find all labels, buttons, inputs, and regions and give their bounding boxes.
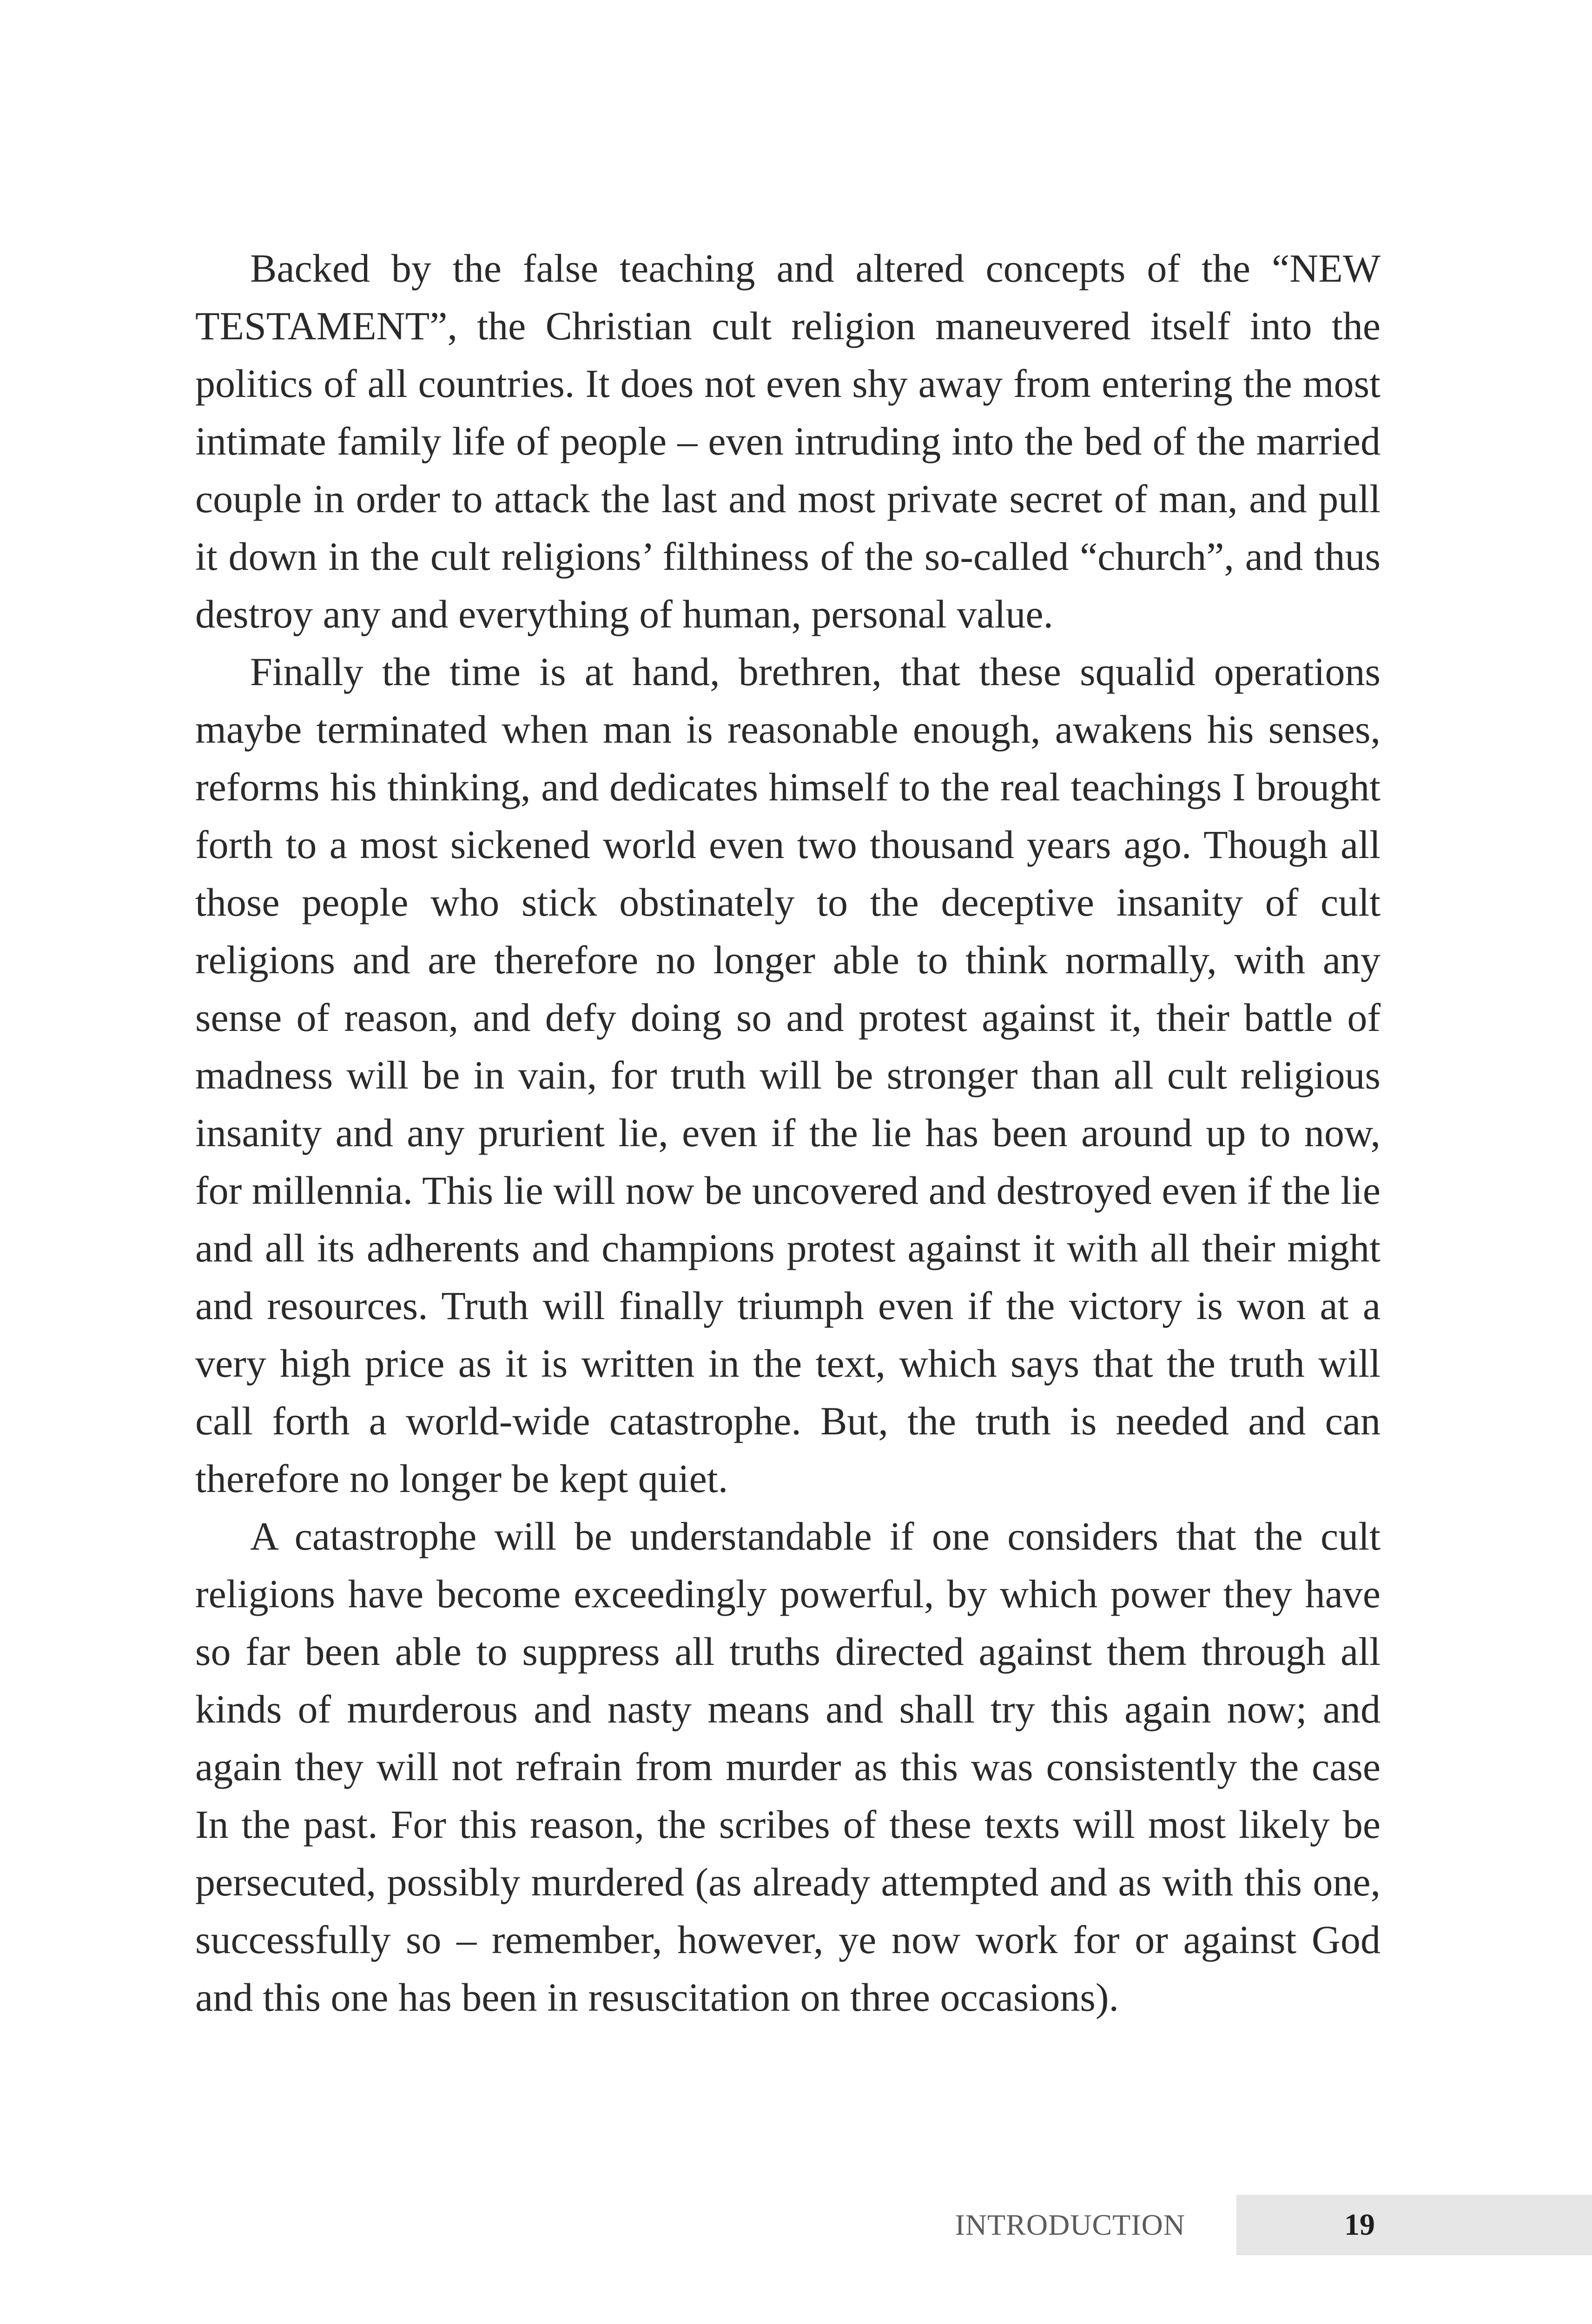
running-head: INTRODUCTION — [955, 2208, 1185, 2241]
body-text — [195, 239, 1381, 2026]
paragraph-3: A catastrophe will be understandable if one considers that the cult religions have become exceedingly powerful, by which power they have so far been able to suppress all truths directed against them through all kinds of murderous and nasty means and shall try this again now; and again they will not refrain from murder as this was consistently the case In the past. For this reason, the scribes of these texts will most likely be persecuted, possibly murdered (as already attempted and as with this one, successfully so – remember, however, ye now work for or against God and this one has been in resuscitation on three occasions). — [195, 1514, 1381, 2020]
paragraph-2: Finally the time is at hand, brethren, that these squalid operations maybe terminated when man is reasonable enough, awakens his senses, reforms his thinking, and dedicates himself to the real teachings I brought forth to a most sickened world even two thousand years ago. Though all those people who stick obstinately to the deceptive insanity of cult religions and are therefore no longer able to think normally, with any sense of reason, and defy doing so and protest against it, their battle of madness will be in vain, for truth will be stronger than all cult religious insanity and any prurient lie, even if the lie has been around up to now, for millennia. This lie will now be uncovered and destroyed even if the lie and all its adherents and champions protest against it with all their might and resources. Truth will finally triumph even if the victory is won at a very high price as it is written in the text, which says that the truth will call forth a world-wide catastrophe. But, the truth is needed and can therefore no longer be kept quiet. — [195, 649, 1381, 1501]
page-number: 19 — [1344, 2208, 1375, 2242]
paragraph-1: Backed by the false teaching and altered concepts of the “NEW TESTAMENT”, the Christian cult religion maneuvered itself into the politics of all countries. It does not even shy away from entering the most intimate family life of people – even intruding into the bed of the married couple in order to attack the last and most private secret of man, and pull it down in the cult religions’ filthiness of the so-called “church”, and thus destroy any and everything of human, personal value. — [195, 246, 1381, 636]
folio-band — [1236, 2195, 1592, 2255]
page-footer — [0, 2195, 1592, 2255]
